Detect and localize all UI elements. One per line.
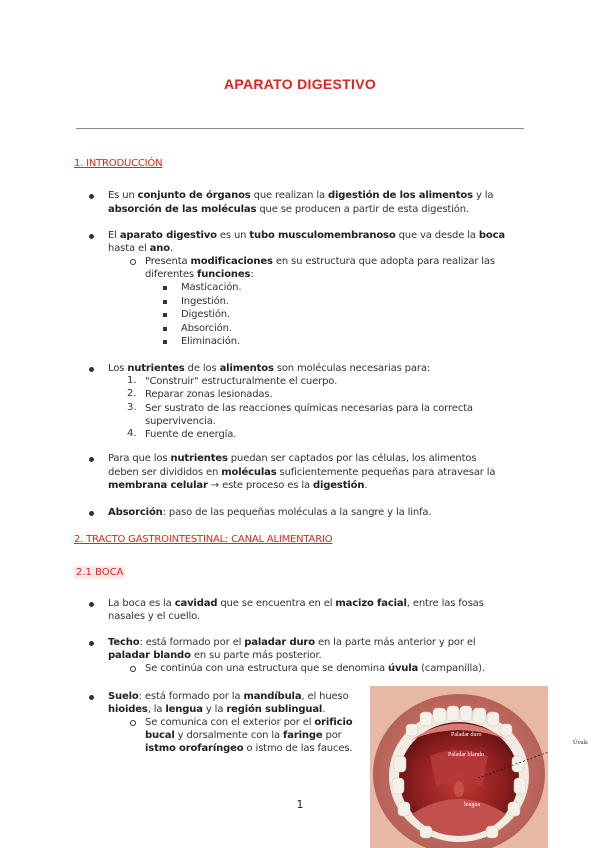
label-uvula: Úvula [573, 740, 588, 746]
intro-text-line: membrana celular → este proceso es la digestión. [108, 480, 368, 491]
square-bullet-icon [163, 286, 167, 290]
boca-text-line: hioides, la lengua y la región sublingual. [108, 704, 326, 715]
list-number: 4. [127, 428, 137, 439]
sub-bullet-icon [130, 666, 136, 672]
list-number: 2. [127, 388, 137, 399]
label-lengua: lengua [464, 802, 480, 808]
boca-text-line: Suelo: está formado por la mandíbula, el hueso [108, 691, 349, 702]
label-paladar-blando: Paladar blando [448, 752, 484, 758]
boca-text-line: bucal y dorsalmente con la faringe por [145, 730, 342, 741]
bullet-icon [89, 695, 94, 700]
sub-bullet-icon [130, 720, 136, 726]
square-bullet-icon [163, 327, 167, 331]
bullet-icon [89, 367, 94, 372]
bullet-icon [89, 457, 94, 462]
label-paladar-duro: Paladar duro [451, 732, 482, 738]
bullet-icon [89, 194, 94, 199]
square-bullet-icon [163, 313, 167, 317]
list-item: Ser sustrato de las reacciones químicas necesarias para la correcta [145, 403, 473, 414]
bullet-icon [89, 641, 94, 646]
function-item: Eliminación. [181, 336, 240, 347]
function-item: Ingestión. [181, 296, 229, 307]
list-item: Reparar zonas lesionadas. [145, 389, 273, 400]
intro-text-line: diferentes funciones: [145, 269, 254, 280]
list-item: supervivencia. [145, 416, 216, 427]
intro-text-line: Los nutrientes de los alimentos son moléculas necesarias para: [108, 363, 431, 374]
boca-text-line: istmo orofaríngeo o istmo de las fauces. [145, 743, 353, 754]
intro-text-line: Para que los nutrientes puedan ser captados por las células, los alimentos [108, 453, 477, 464]
mouth-anatomy-image [370, 686, 548, 848]
subsection-heading-boca: 2.1 BOCA [76, 567, 124, 578]
boca-text-line: paladar blando en su parte más posterior. [108, 650, 322, 661]
boca-text-line: Techo: está formado por el paladar duro en la parte más anterior y por el [108, 637, 476, 648]
page-number: 1 [296, 798, 304, 811]
section-heading-tracto: 2. TRACTO GASTROINTESTINAL: CANAL ALIMENTARIO [74, 534, 333, 545]
function-item: Absorción. [181, 323, 232, 334]
boca-text-line: Se continúa con una estructura que se denomina úvula (campanilla). [145, 663, 485, 674]
intro-text-line: absorción de las moléculas que se producen a partir de esta digestión. [108, 204, 469, 215]
square-bullet-icon [163, 340, 167, 344]
list-number: 3. [127, 402, 137, 413]
list-item: Fuente de energía. [145, 429, 237, 440]
sub-bullet-icon [130, 259, 136, 265]
intro-text-line: El aparato digestivo es un tubo musculomembranoso que va desde la boca [108, 230, 506, 241]
intro-text-line: deben ser divididos en moléculas suficientemente pequeñas para atravesar la [108, 467, 496, 478]
mouth-illustration [370, 686, 548, 848]
bullet-icon [89, 511, 94, 516]
intro-text-line: hasta el ano. [108, 243, 173, 254]
horizontal-rule [76, 128, 524, 129]
intro-text-line: Absorción: paso de las pequeñas moléculas a la sangre y la linfa. [108, 507, 432, 518]
square-bullet-icon [163, 300, 167, 304]
page-title: APARATO DIGESTIVO [223, 76, 377, 92]
intro-text-line: Presenta modificaciones en su estructura que adopta para realizar las [145, 256, 495, 267]
function-item: Masticación. [181, 282, 242, 293]
bullet-icon [89, 602, 94, 607]
list-item: "Construir" estructuralmente el cuerpo. [145, 376, 338, 387]
bullet-icon [89, 234, 94, 239]
function-item: Digestión. [181, 309, 231, 320]
list-number: 1. [127, 375, 137, 386]
boca-text-line: nasales y el cuello. [108, 611, 200, 622]
boca-text-line: La boca es la cavidad que se encuentra en el macizo facial, entre las fosas [108, 598, 484, 609]
boca-text-line: Se comunica con el exterior por el orificio [145, 717, 353, 728]
intro-text-line: Es un conjunto de órganos que realizan la digestión de los alimentos y la [108, 190, 494, 201]
section-heading-introduccion: 1. INTRODUCCIÓN [74, 158, 163, 169]
